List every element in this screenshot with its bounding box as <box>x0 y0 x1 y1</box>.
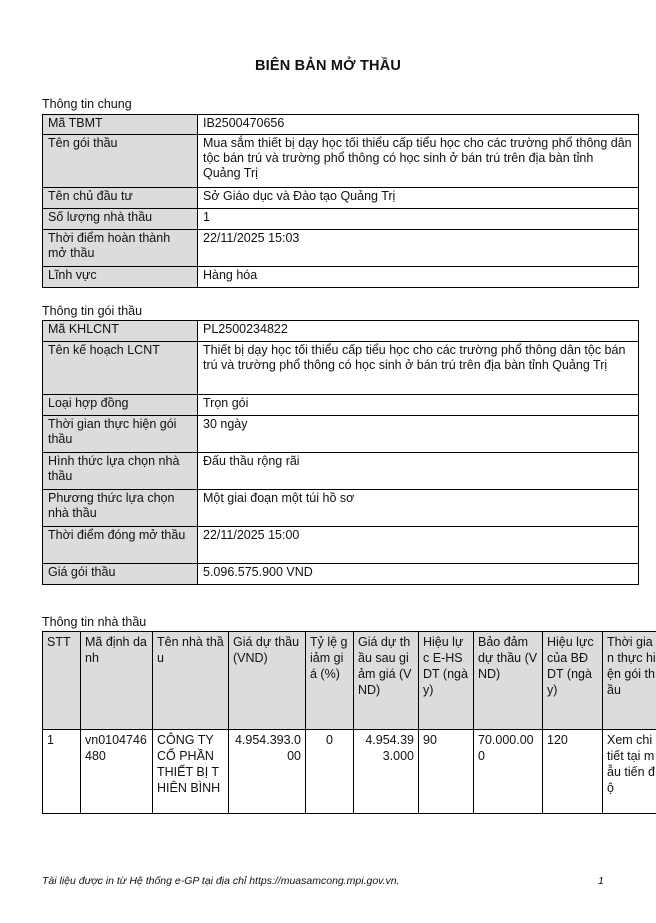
field-label: Thời gian thực hiện gói thầu <box>43 416 198 453</box>
cell-guarantee: 70.000.000 <box>474 730 543 814</box>
table-row <box>43 490 639 527</box>
field-value: PL2500234822 <box>198 321 639 342</box>
field-value: Thiết bị dạy học tối thiểu cấp tiểu học cho các trường phổ thông dân tộc bán trú và trường phổ thông có học sinh ở bán trú trên địa bàn tỉnh Quảng Trị <box>198 342 639 395</box>
general-info-label: Thông tin chung <box>42 97 132 111</box>
field-value: Một giai đoạn một túi hồ sơ <box>198 490 639 527</box>
col-header: Thời gian thực hiện gói thầu <box>603 632 656 730</box>
field-label: Thời điểm đóng mở thầu <box>43 527 198 564</box>
field-value: Hàng hóa <box>198 267 639 288</box>
cell-validity: 90 <box>419 730 474 814</box>
field-value: Mua sắm thiết bị dạy học tối thiểu cấp tiểu học cho các trường phổ thông dân tộc bán trú và trường phổ thông có học sinh ở bán trú trên địa bàn tỉnh Quảng Trị <box>198 135 639 188</box>
page-title: BIÊN BẢN MỞ THẦU <box>254 58 402 74</box>
table-row <box>43 188 639 209</box>
field-label: Tên chủ đầu tư <box>43 188 198 209</box>
field-label: Lĩnh vực <box>43 267 198 288</box>
table-row <box>43 135 639 188</box>
package-info-label: Thông tin gói thầu <box>42 304 143 318</box>
cell-duration: Xem chi tiết tại mẫu tiến độ <box>603 730 656 814</box>
field-label: Tên gói thầu <box>43 135 198 188</box>
col-header: Giá dự thầu (VND) <box>229 632 306 730</box>
table-row <box>43 527 639 564</box>
table-row <box>43 730 656 814</box>
table-header-row <box>43 632 656 730</box>
table-row <box>43 321 639 342</box>
cell-id: vn0104746480 <box>81 730 153 814</box>
field-value: Đấu thầu rộng rãi <box>198 453 639 490</box>
field-label: Mã TBMT <box>43 115 198 135</box>
col-header: Hiệu lực E-HSDT (ngày) <box>419 632 474 730</box>
table-row <box>43 342 639 395</box>
cell-discount: 0 <box>306 730 354 814</box>
bidder-info-label: Thông tin nhà thầu <box>42 615 147 629</box>
table-row <box>43 453 639 490</box>
cell-stt: 1 <box>43 730 81 814</box>
field-value: 22/11/2025 15:03 <box>198 230 639 267</box>
field-value: IB2500470656 <box>198 115 639 135</box>
cell-guarantee-validity: 120 <box>543 730 603 814</box>
cell-name: CÔNG TY CỔ PHẦN THIẾT BỊ THIÊN BÌNH <box>153 730 229 814</box>
field-label: Hình thức lựa chọn nhà thầu <box>43 453 198 490</box>
field-value: 30 ngày <box>198 416 639 453</box>
col-header: Giá dự thầu sau giảm giá (VND) <box>354 632 419 730</box>
field-value: Sở Giáo dục và Đào tạo Quảng Trị <box>198 188 639 209</box>
cell-price-after-discount: 4.954.393.000 <box>354 730 419 814</box>
cell-bid-price: 4.954.393.000 <box>229 730 306 814</box>
table-row <box>43 564 639 585</box>
field-label: Thời điểm hoàn thành mở thầu <box>43 230 198 267</box>
col-header: Bảo đảm dự thầu (VND) <box>474 632 543 730</box>
footer-text: Tài liệu được in từ Hệ thống e-GP tại địa chỉ https://muasamcong.mpi.gov.vn. <box>42 875 400 887</box>
col-header: Hiệu lực của BĐ DT (ngày) <box>543 632 603 730</box>
col-header: Tỷ lệ giảm giá (%) <box>306 632 354 730</box>
page-number: 1 <box>598 875 604 887</box>
table-row <box>43 230 639 267</box>
table-row <box>43 395 639 416</box>
table-row <box>43 416 639 453</box>
field-label: Tên kế hoạch LCNT <box>43 342 198 395</box>
col-header: Mã định danh <box>81 632 153 730</box>
field-label: Mã KHLCNT <box>43 321 198 342</box>
field-value: 5.096.575.900 VND <box>198 564 639 585</box>
field-label: Loại hợp đồng <box>43 395 198 416</box>
field-value: 1 <box>198 209 639 230</box>
general-info-table <box>42 114 639 288</box>
table-row <box>43 267 639 288</box>
col-header: Tên nhà thầu <box>153 632 229 730</box>
bidder-table <box>42 631 656 814</box>
col-header: STT <box>43 632 81 730</box>
field-label: Số lượng nhà thầu <box>43 209 198 230</box>
field-label: Phương thức lựa chọn nhà thầu <box>43 490 198 527</box>
field-value: 22/11/2025 15:00 <box>198 527 639 564</box>
field-label: Giá gói thầu <box>43 564 198 585</box>
table-row <box>43 209 639 230</box>
table-row <box>43 115 639 135</box>
package-info-table <box>42 320 639 585</box>
field-value: Trọn gói <box>198 395 639 416</box>
